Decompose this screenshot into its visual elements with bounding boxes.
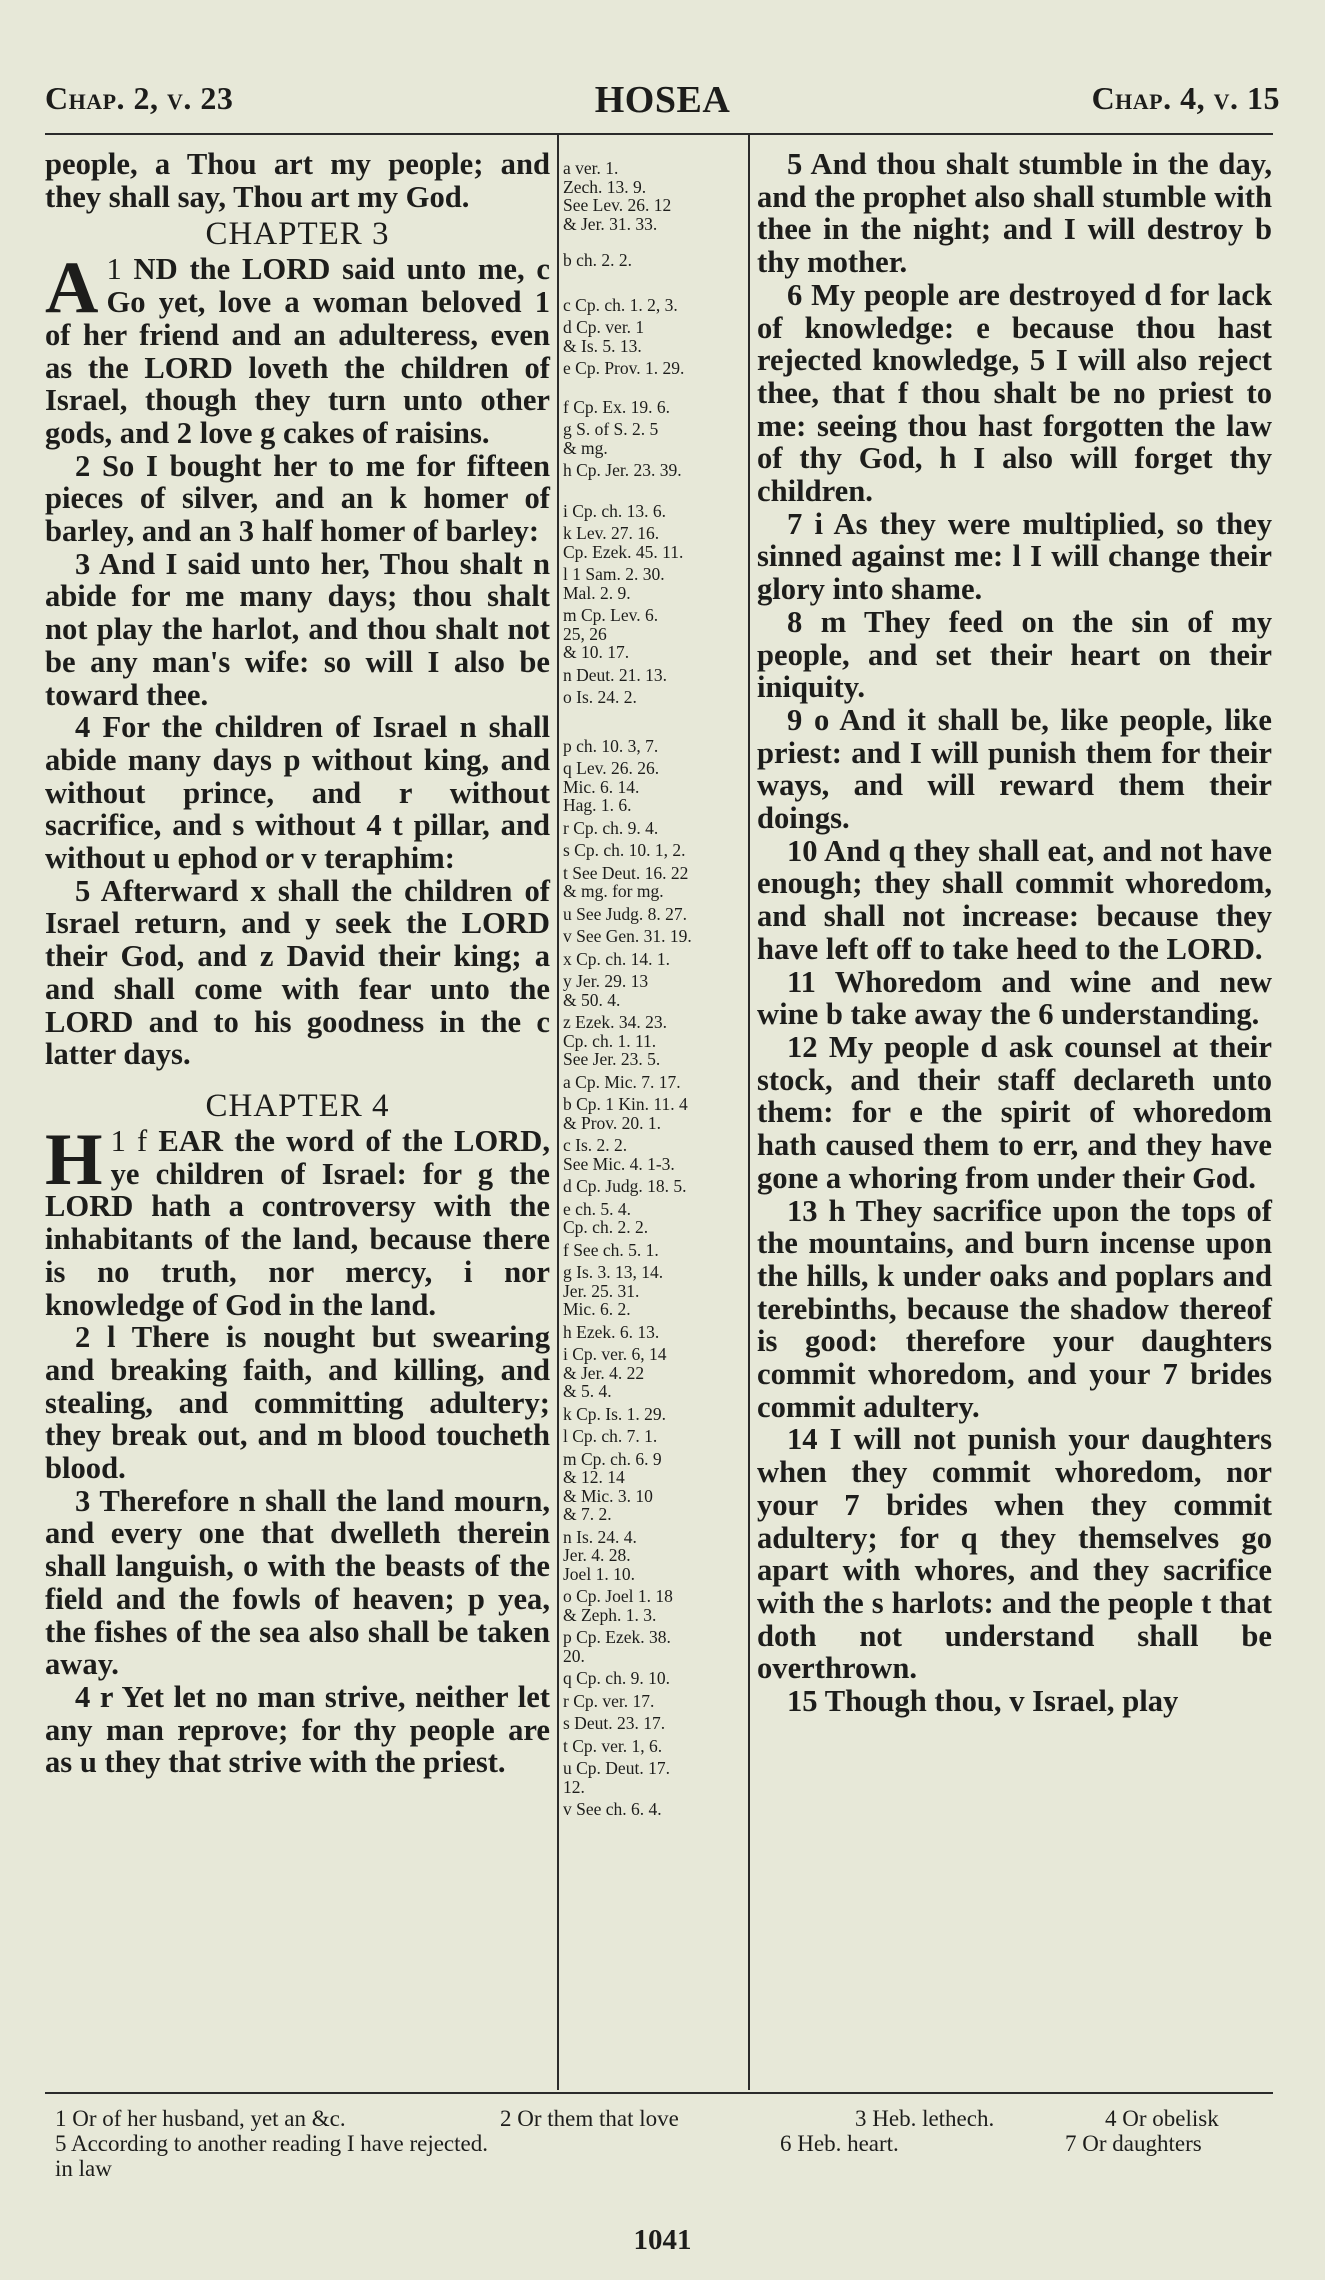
marginal-ref: f See ch. 5. 1. (563, 1239, 659, 1260)
verse-4-9: 9 o And it shall be, like people, like priest: and I will punish them for their ways, and will reward them their doings. (757, 702, 1272, 836)
marginal-ref: k Cp. Is. 1. 29. (563, 1403, 667, 1424)
marginal-ref: g Is. 3. 13, 14. Jer. 25. 31. Mic. 6. 2. (563, 1262, 664, 1319)
left-text-column (45, 148, 550, 1779)
marginal-ref: q Lev. 26. 26. Mic. 6. 14. Hag. 1. 6. (563, 758, 660, 815)
verse-3-1-number: 1 (106, 252, 122, 287)
marginal-ref: q Cp. ch. 9. 10. (563, 1668, 670, 1688)
chapter-4-heading: CHAPTER 4 (205, 1087, 390, 1124)
footnote-6: 6 Heb. heart. (780, 2131, 899, 2156)
header-rule (45, 133, 1273, 135)
marginal-ref: k Lev. 27. 16. Cp. Ezek. 45. 11. (563, 523, 684, 562)
marginal-ref: a ver. 1. Zech. 13. 9. See Lev. 26. 12 & Jer. 31. 33. (563, 158, 672, 234)
verse-4-10: 10 And q they shall eat, and not have enough; they shall commit whoredom, and shall not increase: because they have left off to take heed to the LORD. (757, 833, 1272, 966)
marginal-ref: d Cp. Judg. 18. 5. (563, 1176, 687, 1196)
column-rule-left (557, 135, 559, 2090)
marginal-ref: g S. of S. 2. 5 & mg. (563, 419, 659, 458)
marginal-ref: m Cp. Lev. 6. 25, 26 & 10. 17. (563, 605, 659, 662)
marginal-ref: x Cp. ch. 14. 1. (563, 948, 670, 969)
marginal-ref: c Is. 2. 2. See Mic. 4. 1-3. (563, 1135, 675, 1174)
verse-3-4: 4 For the children of Israel n shall abide many days p without king, and without prince, and r without sacrifice, and s without 4 t pillar, and without u ephod or v teraphim: (45, 710, 550, 876)
verse-4-14: 14 I will not punish your daughters when they commit whoredom, nor your 7 brides when they commit adultery; for q they themselves go apart with whores, and they sacrifice with the s harlots: and the people t that doth not understand shall be overthrown. (757, 1422, 1272, 1686)
footnote-3: 3 Heb. lethech. (855, 2106, 995, 2131)
marginal-ref: r Cp. ch. 9. 4. (563, 817, 659, 838)
footnote-7-continued: in law (55, 2156, 112, 2181)
marginal-ref: f Cp. Ex. 19. 6. (563, 396, 670, 417)
marginal-ref: b Cp. 1 Kin. 11. 4 & Prov. 20. 1. (563, 1094, 688, 1133)
marginal-ref: n Deut. 21. 13. (563, 664, 668, 685)
marginal-ref: s Deut. 23. 17. (563, 1713, 666, 1733)
verse-4-1-text: EAR the word of the LORD, ye children of Israel: for g the LORD hath a controversy with the inhabitants of the land, because there is no truth, nor mercy, i nor knowledge of God in the land. (45, 1123, 550, 1322)
marginal-ref: n Is. 24. 4. Jer. 4. 28. Joel 1. 10. (563, 1526, 637, 1584)
marginal-ref: m Cp. ch. 6. 9 & 12. 14 & Mic. 3. 10 & 7. 2. (563, 1448, 662, 1524)
marginal-ref: d Cp. ver. 1 & Is. 5. 13. (563, 317, 645, 356)
marginal-ref: e ch. 5. 4. Cp. ch. 2. 2. (563, 1198, 649, 1237)
verse-4-3: 3 Therefore n shall the land mourn, and every one that dwelleth therein shall languish, o with the beasts of the field and the fowls of heaven; p yea, the fishes of the sea also shall be taken away. (45, 1483, 550, 1682)
marginal-ref: e Cp. Prov. 1. 29. (563, 358, 685, 378)
verse-3-3: 3 And I said unto her, Thou shalt n abide for me many days; thou shalt not play the harlot, and thou shalt not be any man's wife: so will I also be toward thee. (45, 546, 550, 712)
running-head-book: HOSEA (594, 79, 731, 121)
marginal-ref: t See Deut. 16. 22 & mg. for mg. (563, 862, 689, 901)
verse-2-23-end: people, a Thou art my people; and they shall say, Thou art my God. (45, 147, 550, 214)
running-head-left: Chap. 2, v. 23 (45, 80, 234, 116)
marginal-ref: l 1 Sam. 2. 30. Mal. 2. 9. (563, 564, 665, 603)
marginal-ref: c Cp. ch. 1. 2, 3. (563, 294, 678, 315)
verse-4-12: 12 My people d ask counsel at their stock, and their staff declareth unto them: for e the spirit of whoredom hath caused them to err, and they have gone a whoring from under their God. (757, 1029, 1272, 1195)
column-rule-right (748, 135, 750, 2090)
marginal-ref: o Cp. Joel 1. 18 & Zeph. 1. 3. (563, 1586, 673, 1625)
verse-4-4: 4 r Yet let no man strive, neither let any man reprove; for thy people are as u they that strive with the priest. (45, 1679, 550, 1780)
marginal-ref: z Ezek. 34. 23. Cp. ch. 1. 11. See Jer. 23. 5. (563, 1012, 667, 1069)
verse-4-11: 11 Whoredom and wine and new wine b take away the 6 understanding. (757, 964, 1272, 1032)
marginal-ref: y Jer. 29. 13 & 50. 4. (563, 971, 649, 1010)
footnote-1: 1 Or of her husband, yet an &c. (55, 2106, 346, 2131)
verse-4-1-number: 1 f (110, 1123, 148, 1158)
verse-4-15: 15 Though thou, v Israel, play (787, 1684, 1179, 1719)
verse-3-2: 2 So I bought her to me for fifteen pieces of silver, and an k homer of barley, and an 3 half homer of barley: (45, 448, 550, 549)
marginal-ref: s Cp. ch. 10. 1, 2. (563, 840, 686, 860)
marginal-ref: h Ezek. 6. 13. (563, 1321, 660, 1342)
marginal-ref: b ch. 2. 2. (563, 250, 633, 270)
marginal-ref: p ch. 10. 3, 7. (563, 735, 659, 756)
marginal-ref: r Cp. ver. 17. (563, 1690, 655, 1711)
footnotes (55, 2106, 1275, 2181)
verse-4-6: 6 My people are destroyed d for lack of knowledge: e because thou hast rejected knowledge, 5 I will also reject thee, that f thou shalt be no priest to me: seeing thou hast forgotten the law of thy God, h I also will forget thy children. (757, 277, 1272, 509)
marginal-ref: v See ch. 6. 4. (563, 1799, 662, 1819)
drop-cap-a: A (45, 247, 99, 330)
marginal-ref: u Cp. Deut. 17. 12. (563, 1758, 670, 1797)
marginal-ref: i Cp. ch. 13. 6. (563, 500, 667, 521)
marginal-ref: o Is. 24. 2. (563, 687, 637, 707)
marginal-ref: p Cp. Ezek. 38. 20. (563, 1627, 671, 1666)
marginal-ref: i Cp. ver. 6, 14 & Jer. 4. 22 & 5. 4. (563, 1344, 667, 1401)
verse-4-1 (45, 1118, 550, 1322)
marginal-ref: u See Judg. 8. 27. (563, 903, 687, 924)
page-number: 1041 (633, 2224, 692, 2256)
verse-4-5: 5 And thou shalt stumble in the day, and the prophet also shall stumble with thee in the night; and I will destroy b thy mother. (757, 147, 1272, 280)
footnote-7: 7 Or daughters (1065, 2131, 1202, 2156)
verse-4-13: 13 h They sacrifice upon the tops of the mountains, and burn incense upon the hills, k under oaks and poplars and terebinths, because the shadow thereof is good: therefore your daughters commit whoredom, and your 7 brides commit adultery. (757, 1193, 1272, 1424)
drop-cap-h: H (45, 1118, 103, 1201)
verse-4-8: 8 m They feed on the sin of my people, and set their heart on their iniquity. (757, 604, 1272, 705)
verse-4-2: 2 l There is nought but swearing and breaking faith, and killing, and stealing, and committing adultery; they break out, and m blood toucheth blood. (45, 1320, 550, 1486)
footnote-4: 4 Or obelisk (1105, 2106, 1219, 2131)
footnote-5: 5 According to another reading I have rejected. (55, 2131, 488, 2156)
marginal-ref: v See Gen. 31. 19. (563, 926, 692, 946)
marginal-ref: t Cp. ver. 1, 6. (563, 1735, 663, 1756)
verse-3-1-text: ND the LORD said unto me, c Go yet, love a woman beloved 1 of her friend and an adulteress, even as the LORD loveth the children of Israel, though they turn unto other gods, and 2 love g cakes of raisins. (45, 252, 550, 450)
marginal-references (563, 153, 743, 1819)
verse-3-1 (45, 247, 550, 450)
right-text-column (757, 148, 1272, 1718)
verse-3-5: 5 Afterward x shall the children of Israel return, and y seek the LORD their God, and z David their king; a and shall come with fear unto the LORD and to his goodness in the c latter days. (45, 873, 550, 1072)
marginal-ref: l Cp. ch. 7. 1. (563, 1426, 658, 1446)
verse-4-7: 7 i As they were multiplied, so they sinned against me: l I will change their glory into shame. (757, 506, 1272, 607)
footer-rule (45, 2092, 1273, 2094)
chapter-3-heading: CHAPTER 3 (205, 216, 390, 253)
marginal-ref: a Cp. Mic. 7. 17. (563, 1071, 681, 1092)
marginal-ref: h Cp. Jer. 23. 39. (563, 460, 682, 480)
footnote-2: 2 Or them that love (500, 2106, 679, 2131)
running-head-right: Chap. 4, v. 15 (1091, 80, 1280, 116)
